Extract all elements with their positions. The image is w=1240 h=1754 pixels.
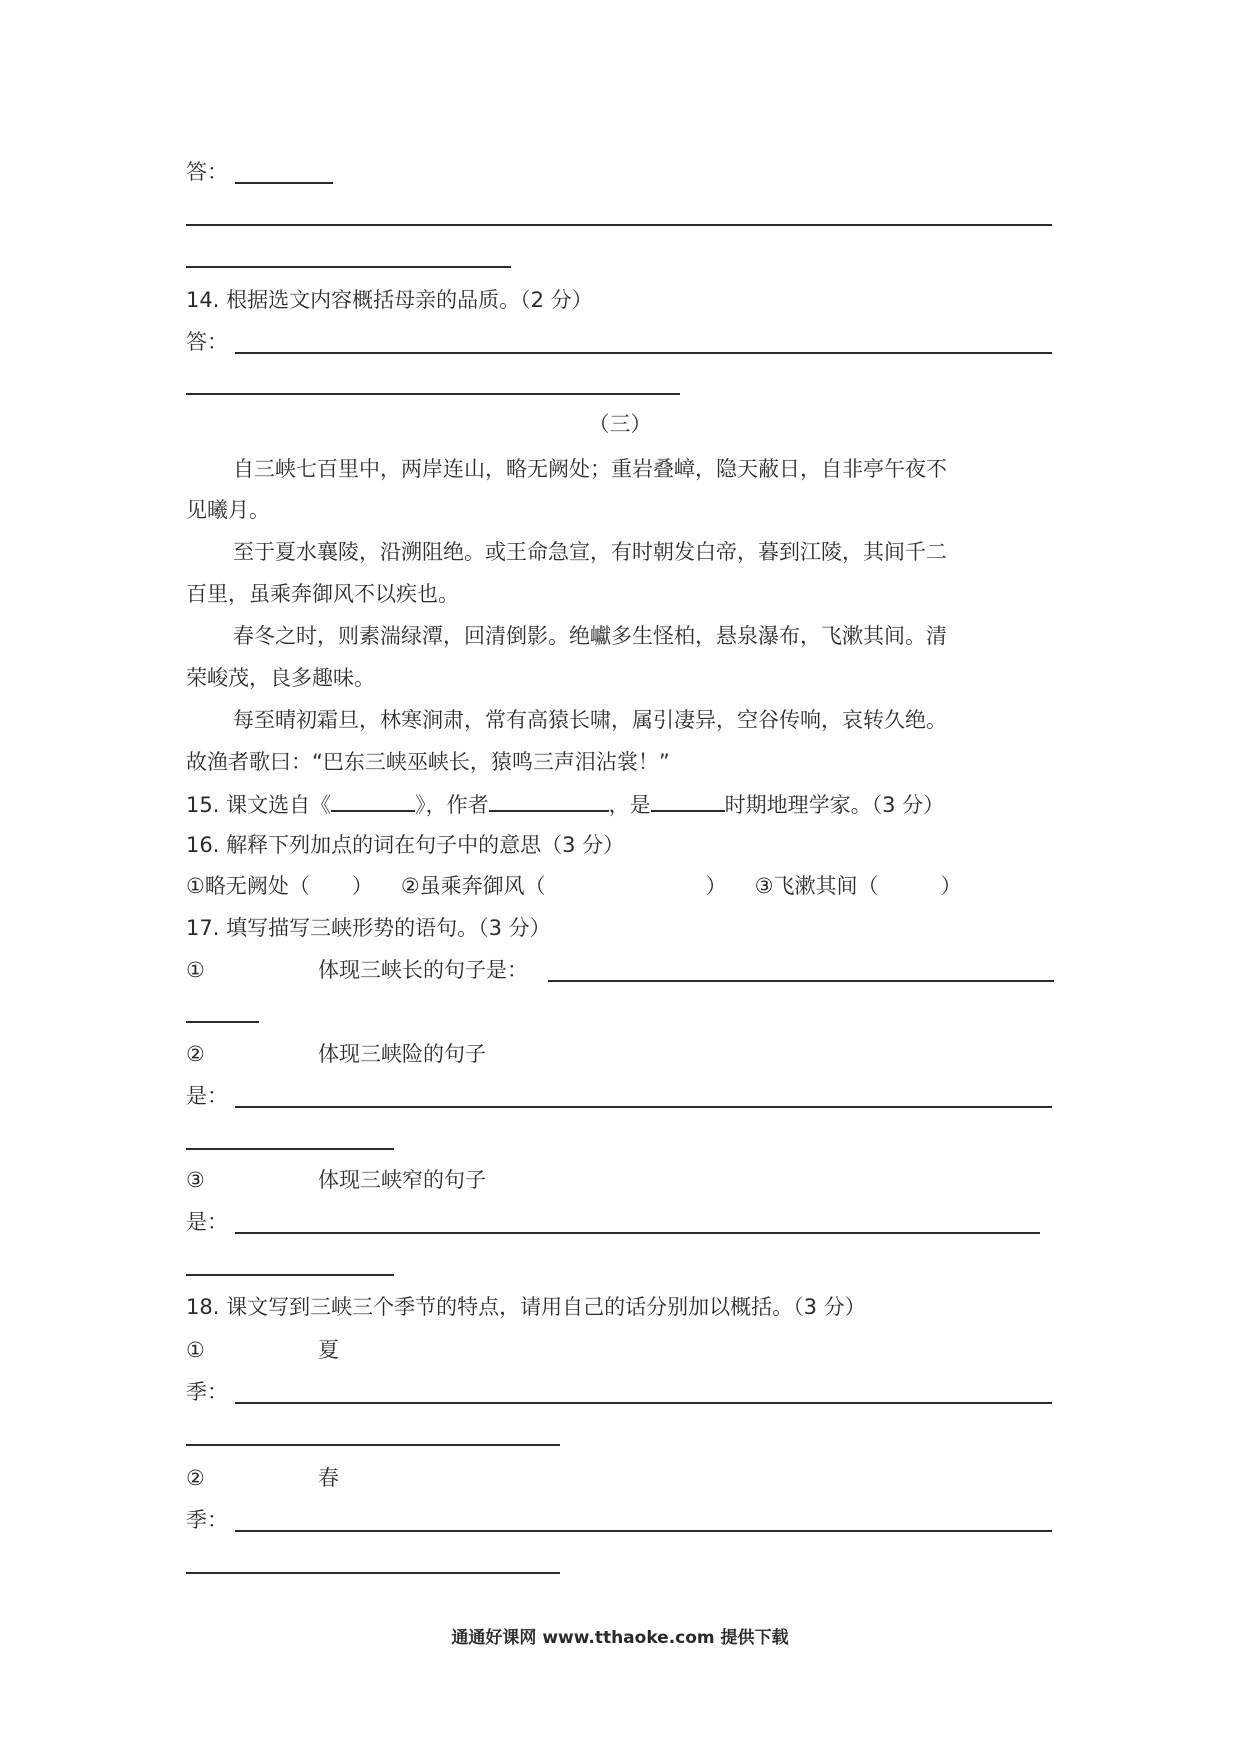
q15-blank-author[interactable] [489,790,609,812]
q18-item1-number: ① [186,1338,205,1362]
q18-item1-answer-line[interactable] [235,1402,1052,1404]
q16-item2-close: ） [705,874,727,898]
q16-item1: ①略无阙处（ ） [186,874,373,898]
q17-item2-number: ② [186,1042,205,1066]
q18-item2-text: 春 [318,1466,339,1490]
q17-item1-answer-line-2[interactable] [186,1021,259,1023]
q17-item3-text: 体现三峡窄的句子 [318,1168,486,1192]
q16-item3-close: ） [940,874,962,898]
q17-item3-cont: 是： [186,1210,228,1234]
q17-item3-number: ③ [186,1168,205,1192]
q13-answer-line-3[interactable] [186,266,511,268]
passage-p2-line2: 百里，虽乘奔御风不以疾也。 [186,582,459,606]
q18-item2-number: ② [186,1466,205,1490]
q13-answer-line[interactable] [235,182,333,184]
section-heading: （三） [588,412,652,436]
q15-part2: 》，作者 [415,793,489,817]
q17-item3-answer-line[interactable] [235,1232,1040,1234]
passage-p1-line2: 见曦月。 [186,498,270,522]
q13-answer-label: 答： [186,160,228,184]
q18-question: 18. 课文写到三峡三个季节的特点，请用自己的话分别加以概括。（3 分） [186,1295,866,1319]
q15-part3: ，是 [608,793,651,817]
q16-items [186,872,961,900]
q15-question [186,790,944,819]
q17-item1-number: ① [186,958,205,982]
q16-question: 16. 解释下列加点的词在句子中的意思（3 分） [186,833,625,857]
q14-answer-label: 答： [186,330,228,354]
q15-part1: 15. 课文选自《 [186,793,332,817]
passage-p1-line1: 自三峡七百里中，两岸连山，略无阙处；重岩叠嶂，隐天蔽日，自非亭午夜不 [233,457,947,481]
q17-question: 17. 填写描写三峡形势的语句。（3 分） [186,916,551,940]
q17-item1-text: 体现三峡长的句子是： [318,958,528,982]
q18-item2-answer-line[interactable] [235,1530,1052,1532]
q18-item1-answer-line-2[interactable] [186,1444,560,1446]
footer-text: 通通好课网 www.tthaoke.com 提供下载 [451,1628,789,1648]
q17-item2-cont: 是： [186,1084,228,1108]
q14-answer-line-2[interactable] [186,393,680,395]
q17-item2-answer-line-2[interactable] [186,1148,394,1150]
q17-item2-text: 体现三峡险的句子 [318,1042,486,1066]
q16-item2: ②虽乘奔御风（ [400,874,546,898]
q13-answer-line-2[interactable] [186,224,1052,226]
q14-answer-line[interactable] [235,352,1052,354]
passage-p3-line2: 荣峻茂，良多趣味。 [186,666,375,690]
passage-p4-line2: 故渔者歌曰：“巴东三峡巫峡长，猿鸣三声泪沾裳！” [186,750,670,774]
q15-blank-source[interactable] [331,790,415,812]
q18-item1-text: 夏 [318,1338,339,1362]
q14-question: 14. 根据选文内容概括母亲的品质。（2 分） [186,288,593,312]
passage-p4-line1: 每至晴初霜旦，林寒涧肃，常有高猿长啸，属引凄异，空谷传响，哀转久绝。 [233,708,947,732]
q15-blank-era[interactable] [651,790,725,812]
q16-item3: ③飞漱其间（ [754,874,879,898]
passage-p3-line1: 春冬之时，则素湍绿潭，回清倒影。绝巘多生怪柏，悬泉瀑布，飞漱其间。清 [233,624,947,648]
passage-p2-line1: 至于夏水襄陵，沿溯阻绝。或王命急宣，有时朝发白帝，暮到江陵，其间千二 [233,540,947,564]
q18-item2-cont: 季： [186,1508,228,1532]
q17-item1-answer-line[interactable] [548,980,1054,982]
q18-item2-answer-line-2[interactable] [186,1572,560,1574]
q17-item3-answer-line-2[interactable] [186,1274,394,1276]
q18-item1-cont: 季： [186,1380,228,1404]
q17-item2-answer-line[interactable] [235,1106,1052,1108]
q15-part4: 时期地理学家。（3 分） [724,793,945,817]
